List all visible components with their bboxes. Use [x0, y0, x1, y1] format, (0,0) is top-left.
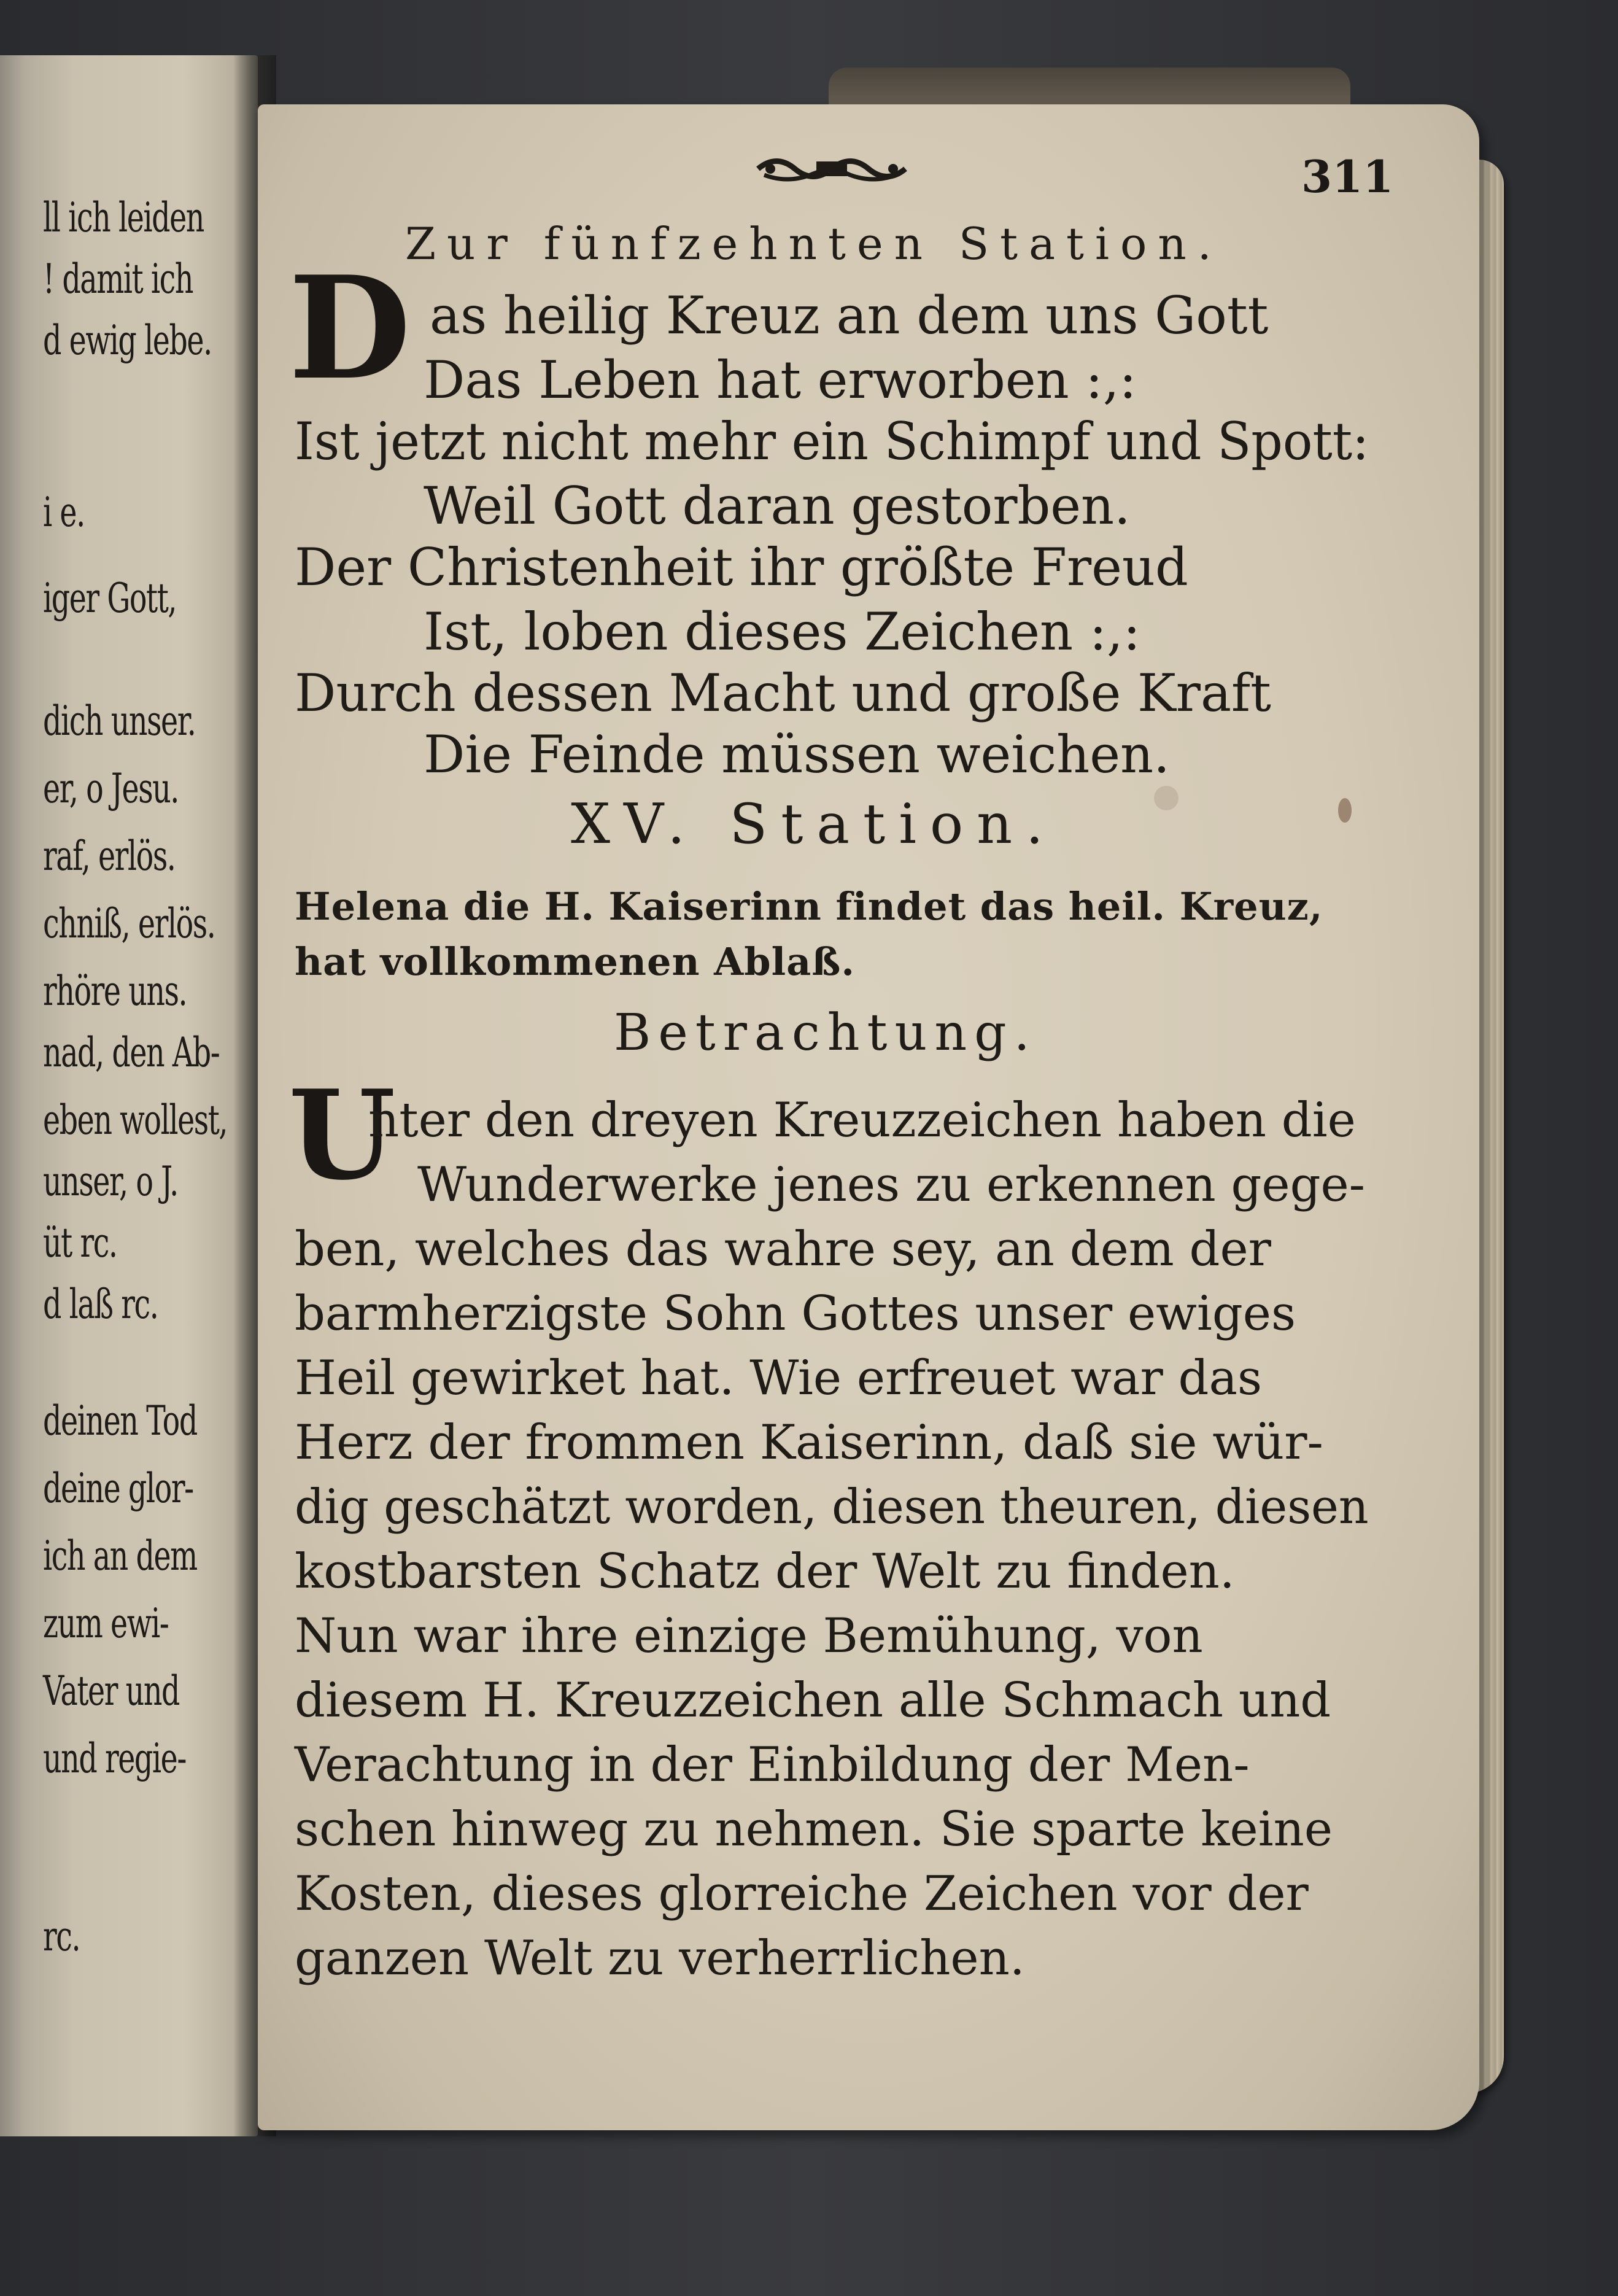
meditation-line: Kosten, dieses glorreiche Zeichen vor der	[295, 1866, 1309, 1922]
left-line: raf, erlös.	[43, 832, 176, 880]
left-line: rhöre uns.	[43, 968, 187, 1015]
meditation-line: Heil gewirket hat. Wie erfreuet war das	[295, 1351, 1262, 1406]
left-line: deine glor-	[43, 1465, 193, 1512]
hymn-line: Durch dessen Macht und große Kraft	[295, 663, 1271, 723]
hymn-line: as heilig Kreuz an dem uns Gott	[430, 285, 1269, 346]
meditation-line: diesem H. Kreuzzeichen alle Schmach und	[295, 1673, 1331, 1728]
left-line: rc.	[43, 1913, 80, 1960]
meditation-dropcap: U	[288, 1063, 396, 1208]
page-number: 311	[1301, 150, 1394, 203]
section-heading: Zur fünfzehnten Station.	[405, 218, 1223, 270]
left-line: er, o Jesu.	[43, 765, 179, 812]
left-line: üt rc.	[43, 1219, 117, 1266]
meditation-line: barmherzigste Sohn Gottes unser ewiges	[295, 1286, 1296, 1341]
left-line: nad, den Ab-	[43, 1029, 220, 1076]
meditation-line: ben, welches das wahre sey, an dem der	[295, 1222, 1271, 1277]
meditation-line: Verachtung in der Einbildung der Men-	[295, 1737, 1250, 1793]
left-line: zum ewi-	[43, 1600, 169, 1647]
hymn-dropcap: D	[288, 246, 411, 411]
left-line: d ewig lebe.	[43, 317, 212, 364]
left-line: deinen Tod	[43, 1397, 197, 1445]
meditation-line: dig geschätzt worden, diesen theuren, diesen	[295, 1480, 1369, 1535]
left-line: d laß rc.	[43, 1281, 158, 1328]
left-line: dich unser.	[43, 697, 196, 745]
station-title: XV. Station.	[571, 792, 1057, 856]
meditation-line: Herz der frommen Kaiserinn, daß sie wür-	[295, 1415, 1323, 1470]
meditation-line: Wunderwerke jenes zu erkennen gege-	[417, 1157, 1366, 1212]
left-line: ! damit ich	[43, 255, 193, 303]
left-line: eben wollest,	[43, 1096, 228, 1144]
hymn-line: Der Christenheit ihr größte Freud	[295, 537, 1188, 597]
left-line: ll ich leiden	[43, 194, 204, 241]
left-line: Vater und	[43, 1667, 179, 1715]
meditation-line: ganzen Welt zu verherrlichen.	[295, 1931, 1025, 1986]
hymn-line: Ist jetzt nicht mehr ein Schimpf und Spott:	[295, 411, 1369, 471]
hymn-line: Ist, loben dieses Zeichen :,:	[424, 602, 1141, 662]
meditation-line: Nun war ihre einzige Bemühung, von	[295, 1608, 1203, 1664]
left-line: und regie-	[43, 1735, 186, 1782]
left-line: iger Gott,	[43, 575, 177, 622]
hymn-line: Weil Gott daran gestorben.	[424, 476, 1131, 536]
meditation-line: schen hinweg zu nehmen. Sie sparte keine	[295, 1802, 1333, 1857]
meditation-heading: Betrachtung.	[614, 1004, 1037, 1062]
left-line: unser, o J.	[43, 1158, 178, 1205]
meditation-line: nter den dreyen Kreuzzeichen haben die	[368, 1093, 1356, 1148]
station-subtitle-line: hat vollkommenen Ablaß.	[295, 939, 855, 984]
left-line: i e.	[43, 489, 85, 536]
left-line: chniß, erlös.	[43, 900, 215, 947]
hymn-line: Die Feinde müssen weichen.	[424, 724, 1170, 785]
left-line: ich an dem	[43, 1532, 197, 1580]
hymn-line: Das Leben hat erworben :,:	[424, 350, 1137, 410]
station-subtitle-line: Helena die H. Kaiserinn findet das heil. Kreuz,	[295, 884, 1323, 929]
meditation-line: kostbarsten Schatz der Welt zu finden.	[295, 1544, 1235, 1599]
